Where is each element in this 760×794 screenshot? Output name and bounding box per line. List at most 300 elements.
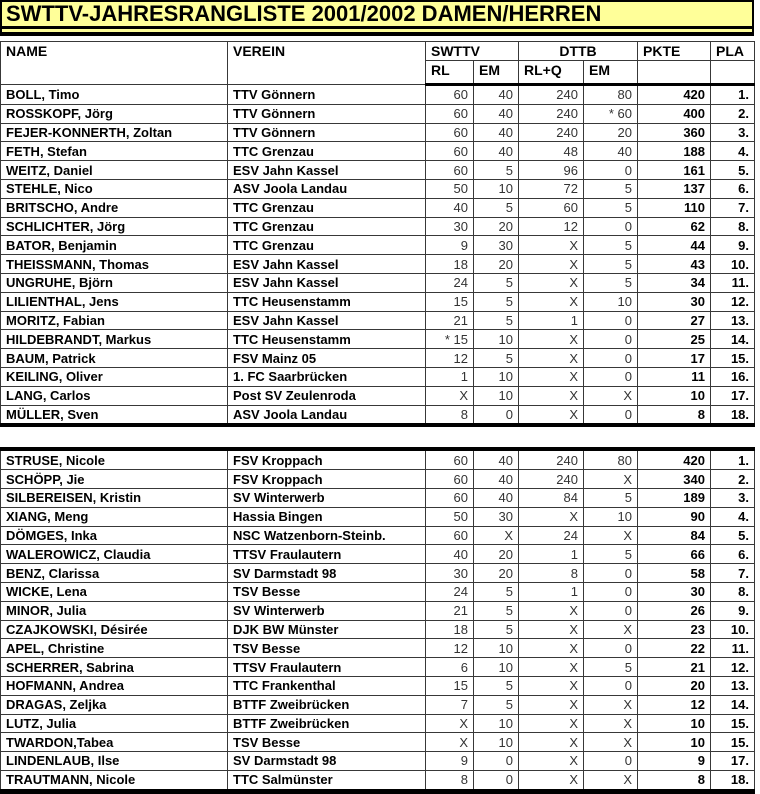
swttv-rl-value: 8 xyxy=(426,770,474,791)
player-name: THEISSMANN, Thomas xyxy=(1,255,228,274)
swttv-rl-value: 7 xyxy=(426,695,474,714)
column-header-pla: PLA xyxy=(711,42,755,61)
player-name: STRUSE, Nicole xyxy=(1,449,228,469)
dttb-em-value: 5 xyxy=(584,255,638,274)
place-value: 16. xyxy=(711,367,755,386)
club-name: Hassia Bingen xyxy=(228,507,426,526)
dttb-rlq-value: X xyxy=(519,507,584,526)
swttv-em-value: 5 xyxy=(474,582,519,601)
place-value: 8. xyxy=(711,582,755,601)
points-value: 43 xyxy=(638,255,711,274)
club-name: Post SV Zeulenroda xyxy=(228,386,426,405)
table-row xyxy=(1,104,755,123)
swttv-em-value: 10 xyxy=(474,714,519,733)
dttb-em-value: 0 xyxy=(584,217,638,236)
column-header-pla-sub xyxy=(711,61,755,85)
player-name: TRAUTMANN, Nicole xyxy=(1,770,228,791)
dttb-rlq-value: X xyxy=(519,405,584,425)
dttb-rlq-value: 240 xyxy=(519,449,584,469)
player-name: KEILING, Oliver xyxy=(1,367,228,386)
table-row xyxy=(1,658,755,677)
swttv-rl-value: 24 xyxy=(426,582,474,601)
table-row xyxy=(1,488,755,507)
player-name: WICKE, Lena xyxy=(1,582,228,601)
points-value: 161 xyxy=(638,161,711,180)
column-header-pkte-sub xyxy=(638,61,711,85)
swttv-rl-value: 60 xyxy=(426,161,474,180)
place-value: 11. xyxy=(711,273,755,292)
swttv-rl-value: 60 xyxy=(426,85,474,105)
table-row xyxy=(1,161,755,180)
club-name: TTV Gönnern xyxy=(228,123,426,142)
points-value: 27 xyxy=(638,311,711,330)
column-group-swttv: SWTTV xyxy=(426,42,519,61)
club-name: TTV Gönnern xyxy=(228,85,426,105)
swttv-em-value: 10 xyxy=(474,658,519,677)
dttb-rlq-value: X xyxy=(519,236,584,255)
table-header xyxy=(1,42,755,85)
player-name: BATOR, Benjamin xyxy=(1,236,228,255)
place-value: 2. xyxy=(711,104,755,123)
swttv-rl-value: 60 xyxy=(426,526,474,545)
dttb-em-value: 10 xyxy=(584,292,638,311)
swttv-em-value: 10 xyxy=(474,179,519,198)
table-row xyxy=(1,330,755,349)
place-value: 4. xyxy=(711,142,755,161)
dttb-rlq-value: X xyxy=(519,349,584,368)
dttb-em-value: 5 xyxy=(584,236,638,255)
table-row xyxy=(1,733,755,752)
dttb-em-value: X xyxy=(584,695,638,714)
swttv-em-value: 5 xyxy=(474,292,519,311)
club-name: FSV Mainz 05 xyxy=(228,349,426,368)
swttv-rl-value: 50 xyxy=(426,179,474,198)
place-value: 10. xyxy=(711,255,755,274)
place-value: 3. xyxy=(711,488,755,507)
club-name: SV Winterwerb xyxy=(228,488,426,507)
club-name: SV Darmstadt 98 xyxy=(228,752,426,771)
swttv-em-value: 10 xyxy=(474,330,519,349)
table-row xyxy=(1,123,755,142)
dttb-em-value: 0 xyxy=(584,676,638,695)
player-name: HILDEBRANDT, Markus xyxy=(1,330,228,349)
swttv-rl-value: 60 xyxy=(426,123,474,142)
club-name: TTC Frankenthal xyxy=(228,676,426,695)
swttv-em-value: 5 xyxy=(474,601,519,620)
dttb-rlq-value: 8 xyxy=(519,564,584,583)
player-name: SCHÖPP, Jie xyxy=(1,470,228,489)
club-name: FSV Kroppach xyxy=(228,449,426,469)
place-value: 7. xyxy=(711,198,755,217)
points-value: 84 xyxy=(638,526,711,545)
swttv-rl-value: * 15 xyxy=(426,330,474,349)
player-name: LUTZ, Julia xyxy=(1,714,228,733)
player-name: BAUM, Patrick xyxy=(1,349,228,368)
player-name: FEJER-KONNERTH, Zoltan xyxy=(1,123,228,142)
swttv-em-value: 0 xyxy=(474,405,519,425)
points-value: 30 xyxy=(638,582,711,601)
dttb-rlq-value: 12 xyxy=(519,217,584,236)
swttv-em-value: 30 xyxy=(474,236,519,255)
dttb-rlq-value: 1 xyxy=(519,311,584,330)
column-header-em2: EM xyxy=(584,61,638,85)
swttv-rl-value: X xyxy=(426,733,474,752)
swttv-rl-value: 60 xyxy=(426,104,474,123)
points-value: 10 xyxy=(638,733,711,752)
dttb-rlq-value: 24 xyxy=(519,526,584,545)
points-value: 137 xyxy=(638,179,711,198)
points-value: 22 xyxy=(638,639,711,658)
place-value: 10. xyxy=(711,620,755,639)
swttv-rl-value: 12 xyxy=(426,639,474,658)
points-value: 420 xyxy=(638,85,711,105)
table-row xyxy=(1,198,755,217)
swttv-em-value: 5 xyxy=(474,198,519,217)
place-value: 13. xyxy=(711,676,755,695)
player-name: LINDENLAUB, Ilse xyxy=(1,752,228,771)
place-value: 5. xyxy=(711,526,755,545)
dttb-em-value: 5 xyxy=(584,273,638,292)
club-name: TTC Grenzau xyxy=(228,142,426,161)
player-name: WALEROWICZ, Claudia xyxy=(1,545,228,564)
points-value: 66 xyxy=(638,545,711,564)
player-name: BOLL, Timo xyxy=(1,85,228,105)
swttv-rl-value: 30 xyxy=(426,217,474,236)
swttv-rl-value: 18 xyxy=(426,620,474,639)
points-value: 62 xyxy=(638,217,711,236)
swttv-rl-value: 60 xyxy=(426,488,474,507)
place-value: 15. xyxy=(711,714,755,733)
dttb-rlq-value: 240 xyxy=(519,470,584,489)
swttv-rl-value: 8 xyxy=(426,405,474,425)
points-value: 9 xyxy=(638,752,711,771)
swttv-rl-value: 9 xyxy=(426,236,474,255)
swttv-rl-value: 40 xyxy=(426,545,474,564)
table-row xyxy=(1,405,755,425)
swttv-em-value: 40 xyxy=(474,488,519,507)
dttb-em-value: 0 xyxy=(584,601,638,620)
swttv-em-value: 40 xyxy=(474,104,519,123)
table-row xyxy=(1,470,755,489)
player-name: TWARDON,Tabea xyxy=(1,733,228,752)
place-value: 7. xyxy=(711,564,755,583)
dttb-em-value: 5 xyxy=(584,179,638,198)
club-name: ESV Jahn Kassel xyxy=(228,311,426,330)
points-value: 21 xyxy=(638,658,711,677)
points-value: 58 xyxy=(638,564,711,583)
player-name: DÖMGES, Inka xyxy=(1,526,228,545)
page-title: SWTTV-JAHRESRANGLISTE 2001/2002 DAMEN/HERREN xyxy=(0,0,754,29)
swttv-em-value: X xyxy=(474,526,519,545)
swttv-rl-value: 15 xyxy=(426,292,474,311)
place-value: 17. xyxy=(711,386,755,405)
dttb-rlq-value: X xyxy=(519,676,584,695)
women-rows xyxy=(1,449,755,791)
place-value: 9. xyxy=(711,601,755,620)
swttv-em-value: 20 xyxy=(474,255,519,274)
swttv-em-value: 20 xyxy=(474,545,519,564)
swttv-rl-value: 15 xyxy=(426,676,474,695)
club-name: BTTF Zweibrücken xyxy=(228,714,426,733)
dttb-em-value: 0 xyxy=(584,639,638,658)
dttb-rlq-value: X xyxy=(519,695,584,714)
dttb-rlq-value: 240 xyxy=(519,85,584,105)
club-name: TTC Salmünster xyxy=(228,770,426,791)
dttb-em-value: 20 xyxy=(584,123,638,142)
dttb-em-value: 80 xyxy=(584,449,638,469)
points-value: 44 xyxy=(638,236,711,255)
player-name: SILBEREISEN, Kristin xyxy=(1,488,228,507)
points-value: 340 xyxy=(638,470,711,489)
swttv-em-value: 5 xyxy=(474,676,519,695)
dttb-em-value: 10 xyxy=(584,507,638,526)
table-row xyxy=(1,676,755,695)
place-value: 18. xyxy=(711,770,755,791)
swttv-rl-value: 40 xyxy=(426,198,474,217)
table-row xyxy=(1,292,755,311)
club-name: NSC Watzenborn-Steinb. xyxy=(228,526,426,545)
swttv-em-value: 0 xyxy=(474,752,519,771)
club-name: TSV Besse xyxy=(228,639,426,658)
points-value: 30 xyxy=(638,292,711,311)
player-name: CZAJKOWSKI, Désirée xyxy=(1,620,228,639)
dttb-rlq-value: 84 xyxy=(519,488,584,507)
club-name: TTSV Fraulautern xyxy=(228,658,426,677)
player-name: LILIENTHAL, Jens xyxy=(1,292,228,311)
dttb-em-value: X xyxy=(584,470,638,489)
swttv-em-value: 10 xyxy=(474,733,519,752)
dttb-em-value: 5 xyxy=(584,488,638,507)
table-row xyxy=(1,507,755,526)
column-header-pkte: PKTE xyxy=(638,42,711,61)
swttv-rl-value: 6 xyxy=(426,658,474,677)
dttb-rlq-value: X xyxy=(519,273,584,292)
table-row xyxy=(1,85,755,105)
dttb-rlq-value: X xyxy=(519,601,584,620)
table-row xyxy=(1,349,755,368)
player-name: APEL, Christine xyxy=(1,639,228,658)
dttb-em-value: X xyxy=(584,733,638,752)
club-name: TTV Gönnern xyxy=(228,104,426,123)
dttb-rlq-value: X xyxy=(519,639,584,658)
club-name: ESV Jahn Kassel xyxy=(228,161,426,180)
place-value: 14. xyxy=(711,695,755,714)
club-name: ASV Joola Landau xyxy=(228,405,426,425)
column-header-rl: RL xyxy=(426,61,474,85)
swttv-em-value: 5 xyxy=(474,311,519,330)
dttb-em-value: 0 xyxy=(584,564,638,583)
player-name: XIANG, Meng xyxy=(1,507,228,526)
swttv-em-value: 5 xyxy=(474,161,519,180)
player-name: SCHERRER, Sabrina xyxy=(1,658,228,677)
dttb-rlq-value: X xyxy=(519,620,584,639)
place-value: 1. xyxy=(711,85,755,105)
club-name: TTC Heusenstamm xyxy=(228,292,426,311)
table-row xyxy=(1,601,755,620)
column-header-verein: VEREIN xyxy=(228,42,426,85)
swttv-rl-value: 1 xyxy=(426,367,474,386)
player-name: DRAGAS, Zeljka xyxy=(1,695,228,714)
dttb-em-value: 80 xyxy=(584,85,638,105)
club-name: 1. FC Saarbrücken xyxy=(228,367,426,386)
swttv-em-value: 40 xyxy=(474,470,519,489)
swttv-em-value: 5 xyxy=(474,349,519,368)
swttv-rl-value: 30 xyxy=(426,564,474,583)
dttb-rlq-value: 240 xyxy=(519,104,584,123)
column-header-em: EM xyxy=(474,61,519,85)
club-name: TTC Grenzau xyxy=(228,217,426,236)
swttv-rl-value: 60 xyxy=(426,470,474,489)
dttb-em-value: 5 xyxy=(584,545,638,564)
swttv-rl-value: 21 xyxy=(426,601,474,620)
swttv-em-value: 10 xyxy=(474,386,519,405)
place-value: 18. xyxy=(711,405,755,425)
table-row xyxy=(1,695,755,714)
player-name: LANG, Carlos xyxy=(1,386,228,405)
player-name: MORITZ, Fabian xyxy=(1,311,228,330)
place-value: 12. xyxy=(711,292,755,311)
club-name: TTC Grenzau xyxy=(228,236,426,255)
dttb-rlq-value: X xyxy=(519,733,584,752)
swttv-rl-value: 24 xyxy=(426,273,474,292)
dttb-em-value: X xyxy=(584,770,638,791)
points-value: 25 xyxy=(638,330,711,349)
dttb-em-value: 40 xyxy=(584,142,638,161)
table-row xyxy=(1,620,755,639)
swttv-em-value: 5 xyxy=(474,695,519,714)
club-name: DJK BW Münster xyxy=(228,620,426,639)
place-value: 1. xyxy=(711,449,755,469)
points-value: 400 xyxy=(638,104,711,123)
dttb-rlq-value: X xyxy=(519,714,584,733)
club-name: TTC Grenzau xyxy=(228,198,426,217)
table-row xyxy=(1,367,755,386)
table-row xyxy=(1,142,755,161)
swttv-em-value: 40 xyxy=(474,449,519,469)
club-name: TSV Besse xyxy=(228,582,426,601)
player-name: BENZ, Clarissa xyxy=(1,564,228,583)
dttb-rlq-value: 48 xyxy=(519,142,584,161)
table-row xyxy=(1,255,755,274)
swttv-em-value: 10 xyxy=(474,367,519,386)
table-row xyxy=(1,714,755,733)
dttb-rlq-value: 60 xyxy=(519,198,584,217)
place-value: 14. xyxy=(711,330,755,349)
swttv-em-value: 40 xyxy=(474,142,519,161)
dttb-em-value: X xyxy=(584,620,638,639)
ranking-table-men xyxy=(0,41,755,427)
player-name: FETH, Stefan xyxy=(1,142,228,161)
swttv-em-value: 40 xyxy=(474,123,519,142)
dttb-em-value: 0 xyxy=(584,367,638,386)
swttv-em-value: 40 xyxy=(474,85,519,105)
place-value: 15. xyxy=(711,733,755,752)
dttb-rlq-value: X xyxy=(519,255,584,274)
points-value: 189 xyxy=(638,488,711,507)
club-name: TTC Heusenstamm xyxy=(228,330,426,349)
swttv-em-value: 20 xyxy=(474,217,519,236)
swttv-rl-value: 9 xyxy=(426,752,474,771)
player-name: UNGRUHE, Björn xyxy=(1,273,228,292)
points-value: 10 xyxy=(638,714,711,733)
dttb-rlq-value: 1 xyxy=(519,582,584,601)
place-value: 9. xyxy=(711,236,755,255)
place-value: 6. xyxy=(711,545,755,564)
dttb-em-value: * 60 xyxy=(584,104,638,123)
swttv-rl-value: X xyxy=(426,714,474,733)
dttb-rlq-value: X xyxy=(519,292,584,311)
swttv-rl-value: X xyxy=(426,386,474,405)
dttb-rlq-value: 96 xyxy=(519,161,584,180)
points-value: 110 xyxy=(638,198,711,217)
points-value: 188 xyxy=(638,142,711,161)
table-row xyxy=(1,770,755,791)
club-name: SV Winterwerb xyxy=(228,601,426,620)
ranking-table-women xyxy=(0,447,755,793)
player-name: WEITZ, Daniel xyxy=(1,161,228,180)
dttb-em-value: 5 xyxy=(584,198,638,217)
player-name: HOFMANN, Andrea xyxy=(1,676,228,695)
dttb-rlq-value: X xyxy=(519,367,584,386)
dttb-rlq-value: X xyxy=(519,752,584,771)
dttb-em-value: X xyxy=(584,526,638,545)
points-value: 90 xyxy=(638,507,711,526)
swttv-em-value: 10 xyxy=(474,639,519,658)
player-name: ROSSKOPF, Jörg xyxy=(1,104,228,123)
table-row xyxy=(1,449,755,469)
place-value: 8. xyxy=(711,217,755,236)
points-value: 360 xyxy=(638,123,711,142)
points-value: 23 xyxy=(638,620,711,639)
swttv-em-value: 5 xyxy=(474,273,519,292)
points-value: 26 xyxy=(638,601,711,620)
place-value: 11. xyxy=(711,639,755,658)
place-value: 12. xyxy=(711,658,755,677)
points-value: 17 xyxy=(638,349,711,368)
table-row xyxy=(1,526,755,545)
swttv-rl-value: 50 xyxy=(426,507,474,526)
place-value: 3. xyxy=(711,123,755,142)
table-row xyxy=(1,752,755,771)
table-row xyxy=(1,236,755,255)
club-name: TSV Besse xyxy=(228,733,426,752)
swttv-rl-value: 18 xyxy=(426,255,474,274)
dttb-em-value: 0 xyxy=(584,582,638,601)
dttb-em-value: 0 xyxy=(584,405,638,425)
place-value: 5. xyxy=(711,161,755,180)
club-name: ESV Jahn Kassel xyxy=(228,255,426,274)
table-row xyxy=(1,564,755,583)
club-name: ASV Joola Landau xyxy=(228,179,426,198)
dttb-em-value: 0 xyxy=(584,161,638,180)
dttb-rlq-value: 1 xyxy=(519,545,584,564)
dttb-rlq-value: 72 xyxy=(519,179,584,198)
column-header-rlq: RL+Q xyxy=(519,61,584,85)
points-value: 10 xyxy=(638,386,711,405)
table-row xyxy=(1,582,755,601)
place-value: 6. xyxy=(711,179,755,198)
table-row xyxy=(1,311,755,330)
table-row xyxy=(1,639,755,658)
dttb-em-value: X xyxy=(584,386,638,405)
dttb-em-value: 5 xyxy=(584,658,638,677)
player-name: SCHLICHTER, Jörg xyxy=(1,217,228,236)
table-row xyxy=(1,545,755,564)
swttv-rl-value: 21 xyxy=(426,311,474,330)
points-value: 12 xyxy=(638,695,711,714)
dttb-em-value: 0 xyxy=(584,752,638,771)
dttb-rlq-value: 240 xyxy=(519,123,584,142)
